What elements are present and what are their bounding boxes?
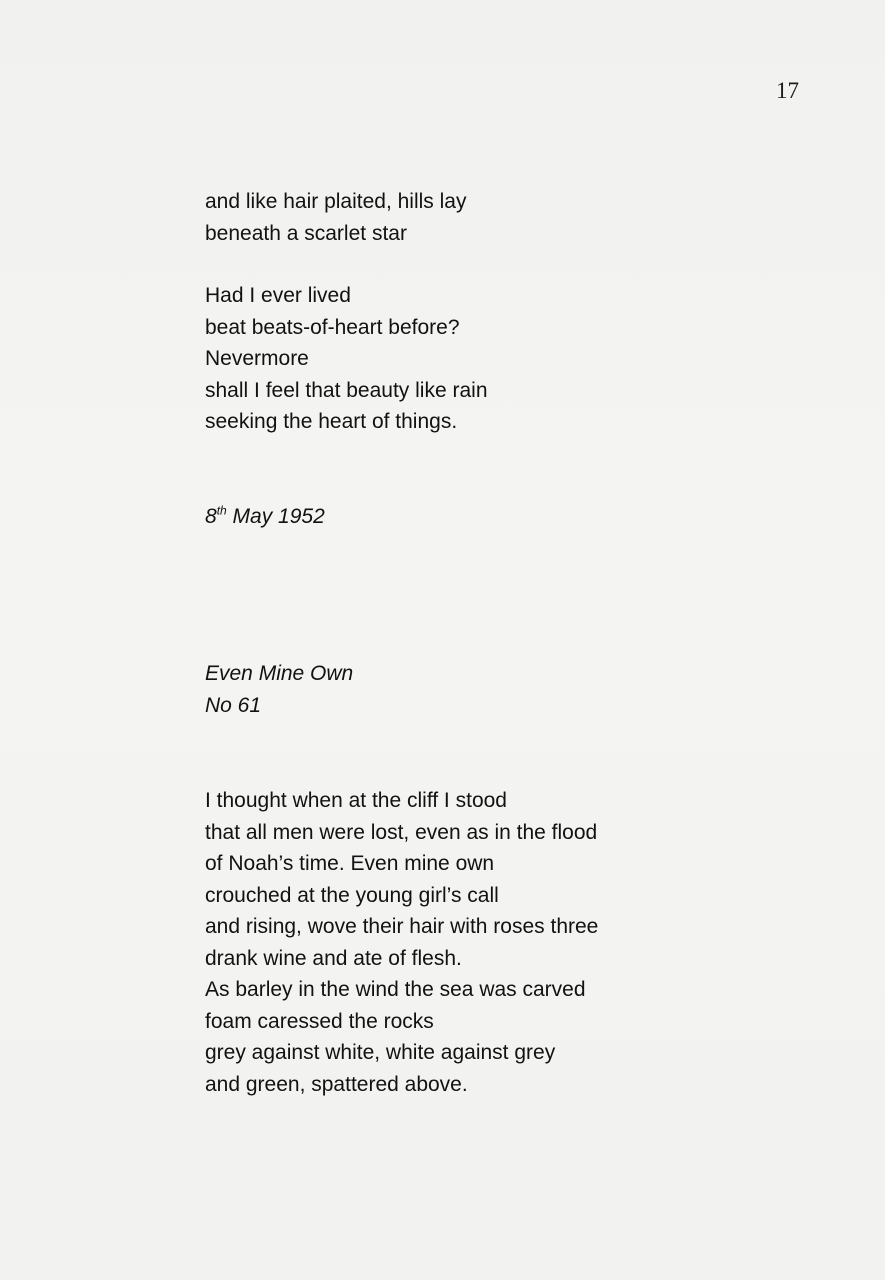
poem-heading [205, 658, 353, 721]
poem-line: grey against white, white against grey [205, 1041, 556, 1064]
poem-line: of Noah’s time. Even mine own [205, 852, 495, 875]
stanza-continued [205, 186, 466, 249]
poem-line: that all men were lost, even as in the flood [205, 820, 598, 844]
stanza-closing [205, 280, 488, 438]
date-month-year: May 1952 [226, 505, 325, 528]
poem-line: foam caressed the rocks [205, 1009, 434, 1033]
date-ordinal-suffix: th [216, 503, 227, 518]
poem-line: shall I feel that beauty like rain [205, 378, 488, 402]
poem-line: crouched at the young girl’s call [205, 883, 499, 907]
stanza-poem-61 [205, 785, 598, 1100]
poem-line: I thought when at the cliff I stood [205, 789, 507, 812]
poem-line: beneath a scarlet star [205, 221, 407, 245]
poem-line: drank wine and ate of flesh. [205, 946, 462, 970]
poem-line: and green, spattered above. [205, 1072, 468, 1096]
poem-date [205, 501, 325, 533]
poem-line: and like hair plaited, hills lay [205, 190, 467, 213]
poem-line: beat beats-of-heart before? [205, 315, 460, 339]
poem-line: As barley in the wind the sea was carved [205, 978, 586, 1001]
poem-line: and rising, wove their hair with roses three [205, 915, 599, 938]
poem-title: Even Mine Own [205, 662, 354, 685]
page-number: 17 [776, 78, 799, 103]
poem-line: Had I ever lived [205, 284, 351, 307]
poem-line: seeking the heart of things. [205, 410, 458, 433]
date-day: 8 [205, 505, 217, 528]
poem-line: Nevermore [205, 347, 309, 370]
poem-number: No 61 [205, 693, 262, 717]
